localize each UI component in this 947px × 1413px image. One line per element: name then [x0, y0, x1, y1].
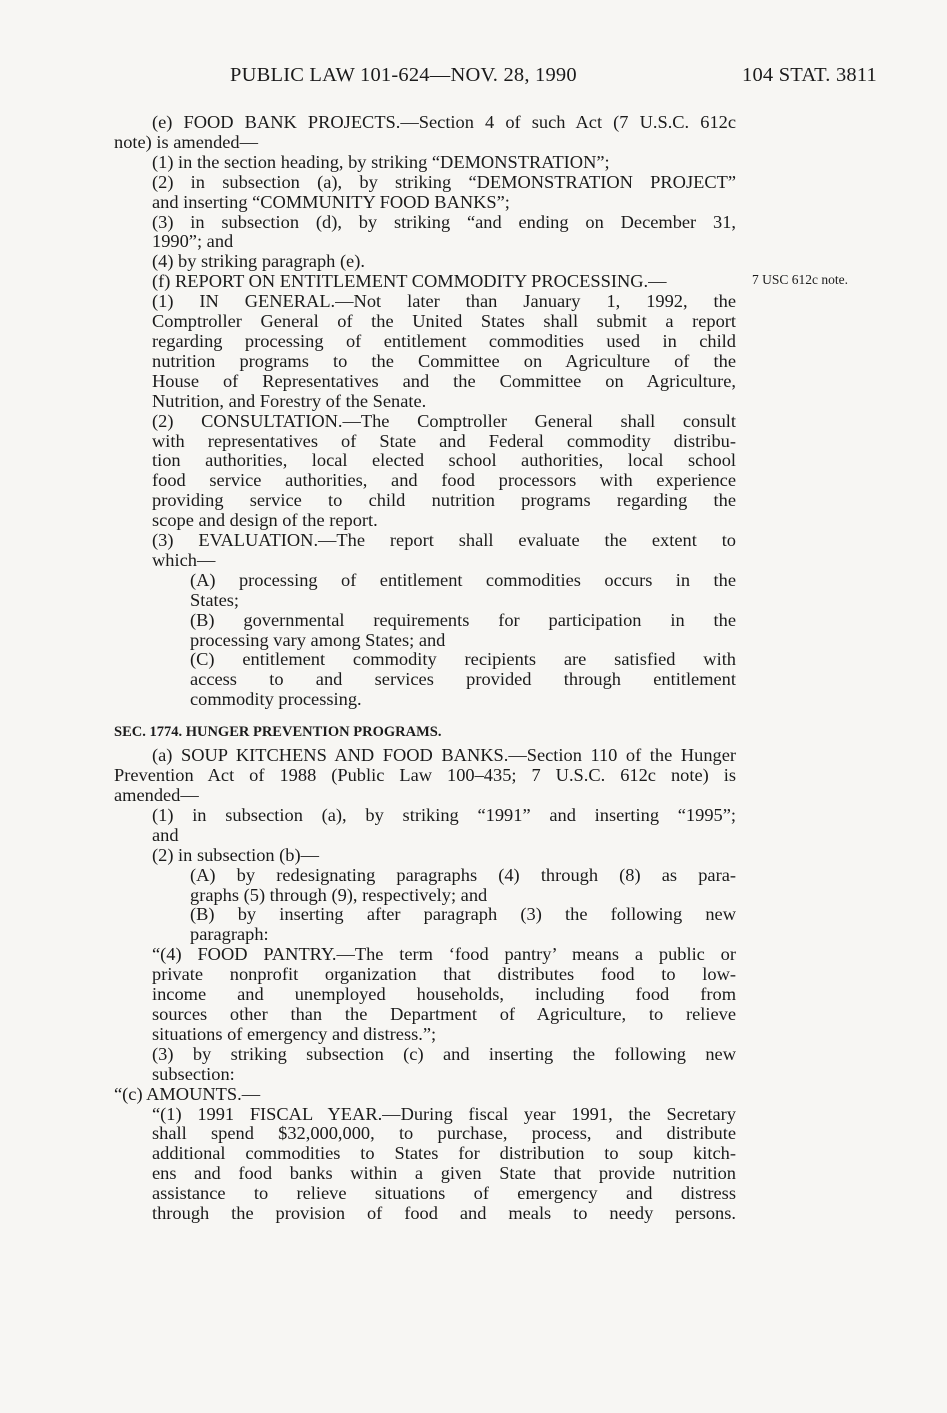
text-line: commodity processing. [190, 689, 362, 710]
page-header [0, 64, 947, 90]
text-line: (B) by inserting after paragraph (3) the following new [190, 904, 736, 925]
text-line: providing service to child nutrition programs regarding the [152, 490, 736, 511]
text-line: (2) in subsection (b)— [152, 844, 320, 865]
text-line: regarding processing of entitlement commodities used in child [152, 330, 736, 351]
text-line: States; [190, 589, 240, 610]
text-line: paragraph: [190, 924, 269, 945]
text-line: additional commodities to States for distribution to soup kitch- [152, 1143, 736, 1164]
text-block-subsections [114, 113, 736, 710]
running-head: PUBLIC LAW 101-624—NOV. 28, 1990 [230, 64, 577, 86]
text-line: (A) by redesignating paragraphs (4) through (8) as para- [190, 864, 736, 885]
text-line: (4) by striking paragraph (e). [152, 251, 365, 272]
text-line: and [152, 824, 179, 845]
text-line: assistance to relieve situations of emergency and distress [152, 1183, 736, 1204]
text-line: with representatives of State and Federal commodity distribu- [152, 430, 736, 451]
text-line: (f) REPORT ON ENTITLEMENT COMMODITY PROCESSING.— [152, 271, 667, 292]
text-line: (C) entitlement commodity recipients are satisfied with [190, 649, 736, 670]
text-line: and inserting “COMMUNITY FOOD BANKS”; [152, 191, 510, 212]
text-line: access to and services provided through entitlement [190, 669, 736, 690]
text-line: Comptroller General of the United States shall submit a report [152, 311, 736, 332]
text-line: 1990”; and [152, 231, 234, 252]
text-line: Nutrition, and Forestry of the Senate. [152, 390, 427, 411]
text-line: (1) in subsection (a), by striking “1991” and inserting “1995”; [152, 804, 736, 825]
text-line: situations of emergency and distress.”; [152, 1023, 437, 1044]
text-line: shall spend $32,000,000, to purchase, process, and distribute [152, 1123, 736, 1144]
text-line: House of Representatives and the Committee on Agriculture, [152, 370, 736, 391]
text-line: subsection: [152, 1063, 235, 1084]
text-line: ens and food banks within a given State that provide nutrition [152, 1163, 736, 1184]
text-block-sec-1774 [114, 746, 736, 1224]
text-line: food service authorities, and food processors with experience [152, 470, 736, 491]
text-line: private nonprofit organization that distributes food to low- [152, 964, 736, 985]
document-body [114, 113, 736, 1224]
text-line: amended— [114, 785, 199, 805]
text-line: “(4) FOOD PANTRY.—The term ‘food pantry’ means a public or [152, 944, 736, 965]
text-line: (1) in the section heading, by striking “DEMONSTRATION”; [152, 151, 610, 172]
text-line: (2) CONSULTATION.—The Comptroller General shall consult [152, 410, 736, 431]
text-line: nutrition programs to the Committee on Agriculture of the [152, 350, 736, 371]
text-line: tion authorities, local elected school authorities, local school [152, 450, 736, 471]
text-line: (3) by striking subsection (c) and inserting the following new [152, 1043, 736, 1064]
text-line: (2) in subsection (a), by striking “DEMONSTRATION PROJECT” [152, 171, 736, 192]
section-heading: SEC. 1774. HUNGER PREVENTION PROGRAMS. [114, 724, 442, 741]
text-line: (a) SOUP KITCHENS AND FOOD BANKS.—Section 110 of the Hunger [152, 745, 736, 766]
text-line: (B) governmental requirements for participation in the [190, 609, 736, 630]
text-line: sources other than the Department of Agriculture, to relieve [152, 1003, 736, 1024]
text-line: through the provision of food and meals to needy persons. [152, 1203, 736, 1224]
text-line: Prevention Act of 1988 (Public Law 100–435; 7 U.S.C. 612c note) is [114, 765, 736, 786]
text-line: processing vary among States; and [190, 629, 446, 650]
stat-page-number: 104 STAT. 3811 [742, 64, 877, 86]
text-line: which— [152, 549, 216, 570]
text-line: “(1) 1991 FISCAL YEAR.—During fiscal year 1991, the Secretary [152, 1103, 736, 1124]
text-line: “(c) AMOUNTS.— [114, 1083, 261, 1104]
text-line: graphs (5) through (9), respectively; and [190, 884, 488, 905]
text-line: scope and design of the report. [152, 510, 378, 531]
text-line: (A) processing of entitlement commodities occurs in the [190, 569, 736, 590]
text-line: (1) IN GENERAL.—Not later than January 1, 1992, the [152, 291, 736, 312]
text-line: note) is amended— [114, 131, 259, 152]
text-line: income and unemployed households, including food from [152, 984, 736, 1005]
text-line: (3) in subsection (d), by striking “and ending on December 31, [152, 211, 736, 232]
text-line: (e) FOOD BANK PROJECTS.—Section 4 of such Act (7 U.S.C. 612c [152, 112, 736, 132]
margin-note: 7 USC 612c note. [752, 272, 848, 287]
text-line: (3) EVALUATION.—The report shall evaluate the extent to [152, 530, 736, 551]
